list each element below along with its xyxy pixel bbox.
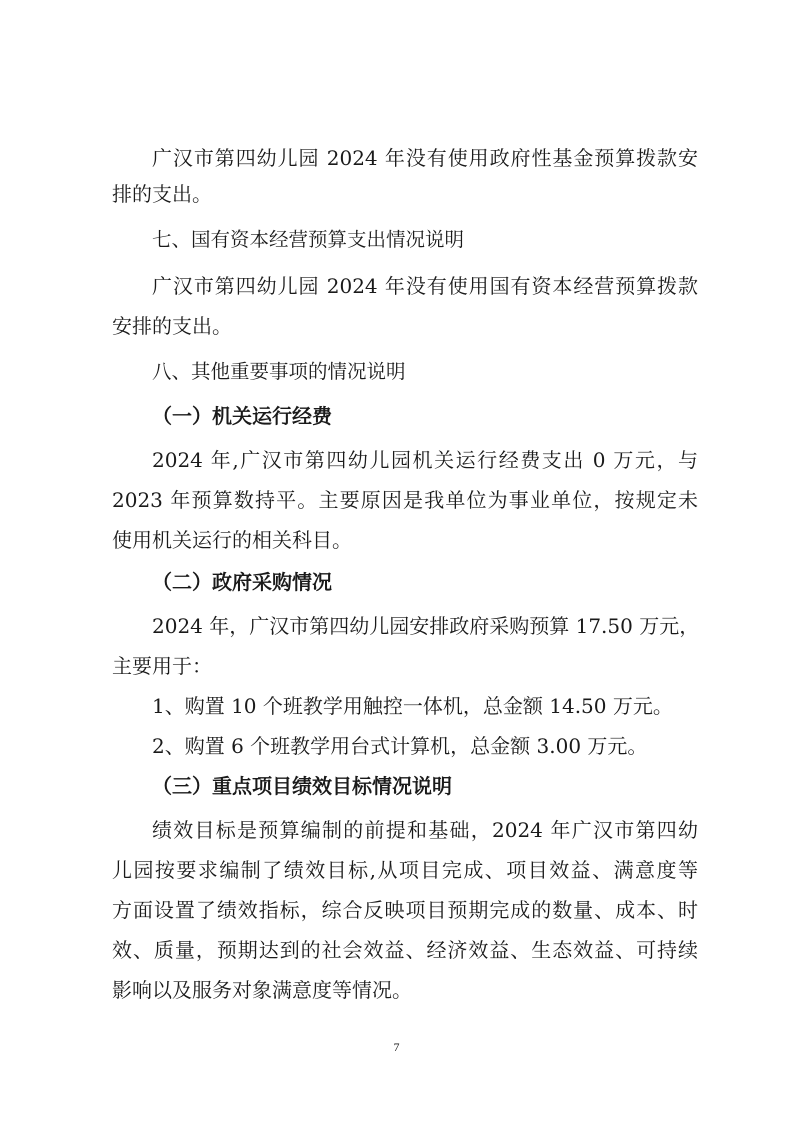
paragraph-procurement-line-1: 2024 年，广汉市第四幼儿园安排政府采购预算 17.50 万元， xyxy=(152,614,700,638)
paragraph-performance-line-5: 影响以及服务对象满意度等情况。 xyxy=(112,978,412,1002)
paragraph-performance-line-1: 绩效目标是预算编制的前提和基础，2024 年广汉市第四幼 xyxy=(152,818,698,842)
paragraph-performance-line-2: 儿园按要求编制了绩效目标,从项目完成、项目效益、满意度等 xyxy=(112,858,698,882)
procurement-item-1: 1、购置 10 个班教学用触控一体机，总金额 14.50 万元。 xyxy=(152,694,673,718)
subsection-heading-3: （三）重点项目绩效目标情况说明 xyxy=(152,774,452,798)
paragraph-capital-line-1: 广汉市第四幼儿园 2024 年没有使用国有资本经营预算拨款 xyxy=(152,274,698,298)
paragraph-performance-line-3: 方面设置了绩效指标，综合反映项目预期完成的数量、成本、时 xyxy=(112,898,698,922)
paragraph-fund-line-1: 广汉市第四幼儿园 2024 年没有使用政府性基金预算拨款安 xyxy=(152,146,698,170)
procurement-item-2: 2、购置 6 个班教学用台式计算机，总金额 3.00 万元。 xyxy=(152,734,648,758)
paragraph-ops-line-2: 2023 年预算数持平。主要原因是我单位为事业单位，按规定未 xyxy=(112,488,698,512)
paragraph-performance-line-4: 效、质量，预期达到的社会效益、经济效益、生态效益、可持续 xyxy=(112,938,698,962)
paragraph-ops-line-3: 使用机关运行的相关科目。 xyxy=(112,528,352,552)
page-number: 7 xyxy=(393,1040,400,1054)
paragraph-capital-line-2: 安排的支出。 xyxy=(112,314,232,338)
paragraph-procurement-line-2: 主要用于： xyxy=(112,654,212,678)
paragraph-fund-line-2: 排的支出。 xyxy=(112,182,212,206)
section-heading-7: 七、国有资本经营预算支出情况说明 xyxy=(152,228,465,251)
subsection-heading-2: （二）政府采购情况 xyxy=(152,570,332,594)
paragraph-ops-line-1: 2024 年,广汉市第四幼儿园机关运行经费支出 0 万元，与 xyxy=(152,448,698,472)
section-heading-8: 八、其他重要事项的情况说明 xyxy=(152,360,406,383)
subsection-heading-1: （一）机关运行经费 xyxy=(152,404,332,428)
